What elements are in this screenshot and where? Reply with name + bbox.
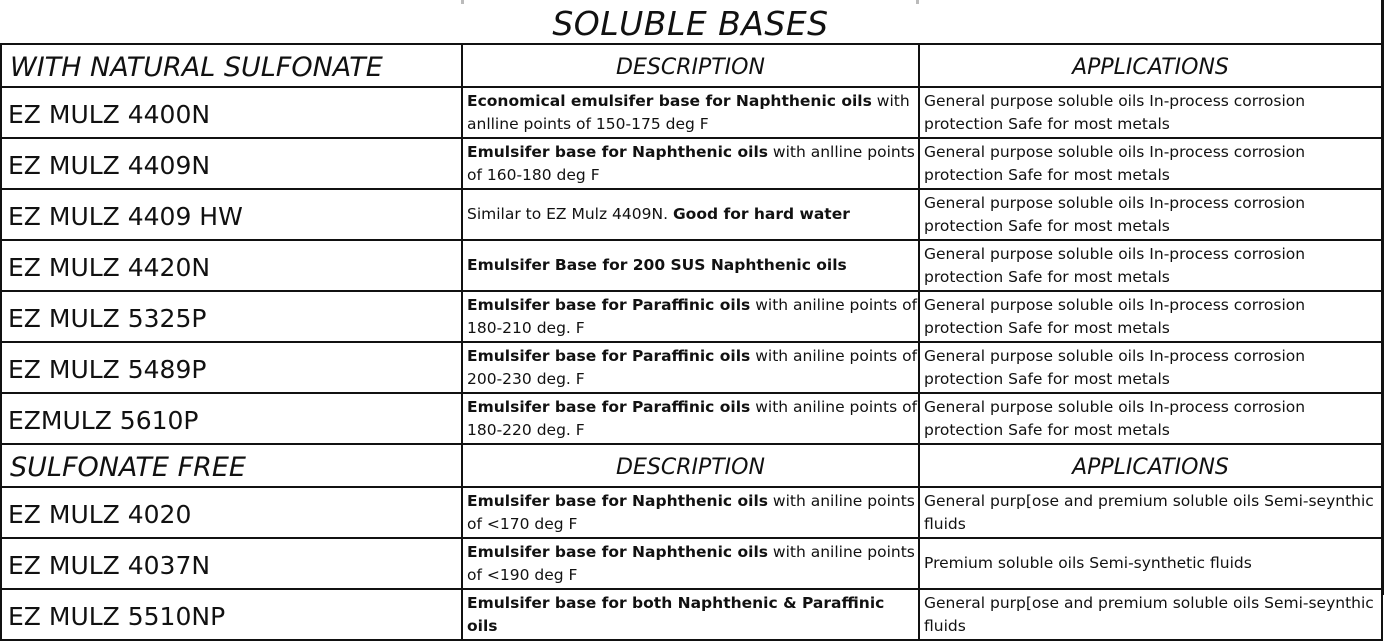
product-name: EZ MULZ 4409N <box>1 138 462 189</box>
table-row <box>1 240 1382 291</box>
product-name: EZ MULZ 4409 HW <box>1 189 462 240</box>
product-name: EZ MULZ 4420N <box>1 240 462 291</box>
product-table <box>0 43 1383 641</box>
product-applications: General purpose soluble oils In-process corrosion protection Safe for most metals <box>919 240 1382 291</box>
product-applications: General purpose soluble oils In-process corrosion protection Safe for most metals <box>919 87 1382 138</box>
product-applications: General purpose soluble oils In-process corrosion protection Safe for most metals <box>919 393 1382 444</box>
product-description: Emulsifer base for Naphthenic oils with anlline points of 160-180 deg F <box>462 138 919 189</box>
section-heading: WITH NATURAL SULFONATE <box>1 44 462 87</box>
product-description: Emulsifer base for Paraffinic oils with aniline points of 180-220 deg. F <box>462 393 919 444</box>
product-name: EZ MULZ 5489P <box>1 342 462 393</box>
product-description: Emulsifer base for Paraffinic oils with aniline points of 180-210 deg. F <box>462 291 919 342</box>
table-row <box>1 291 1382 342</box>
table-row <box>1 589 1382 640</box>
product-name: EZ MULZ 5325P <box>1 291 462 342</box>
column-header-description: DESCRIPTION <box>462 444 919 487</box>
product-description: Similar to EZ Mulz 4409N. Good for hard water <box>462 189 919 240</box>
table-row <box>1 393 1382 444</box>
product-applications: General purp[ose and premium soluble oils Semi-seynthic fluids <box>919 487 1382 538</box>
product-applications: General purpose soluble oils In-process corrosion protection Safe for most metals <box>919 291 1382 342</box>
section-heading: SULFONATE FREE <box>1 444 462 487</box>
product-description: Emulsifer base for both Naphthenic & Paraffinic oils <box>462 589 919 640</box>
product-description: Emulsifer Base for 200 SUS Naphthenic oils <box>462 240 919 291</box>
table-row <box>1 87 1382 138</box>
product-name: EZ MULZ 4400N <box>1 87 462 138</box>
product-applications: General purp[ose and premium soluble oils Semi-seynthic fluids <box>919 589 1382 640</box>
column-header-description: DESCRIPTION <box>462 44 919 87</box>
product-description: Emulsifer base for Naphthenic oils with aniline points of <190 deg F <box>462 538 919 589</box>
column-header-applications: APPLICATIONS <box>919 444 1382 487</box>
table-row <box>1 487 1382 538</box>
table-row <box>1 189 1382 240</box>
column-header-applications: APPLICATIONS <box>919 44 1382 87</box>
product-name: EZMULZ 5610P <box>1 393 462 444</box>
product-name: EZ MULZ 4020 <box>1 487 462 538</box>
table-row <box>1 538 1382 589</box>
table-row <box>1 138 1382 189</box>
page-title: SOLUBLE BASES <box>552 4 829 43</box>
section-header-row <box>1 444 1382 487</box>
product-applications: General purpose soluble oils In-process corrosion protection Safe for most metals <box>919 189 1382 240</box>
product-applications: Premium soluble oils Semi-synthetic fluids <box>919 538 1382 589</box>
table-row <box>1 342 1382 393</box>
product-description: Emulsifer base for Paraffinic oils with aniline points of 200-230 deg. F <box>462 342 919 393</box>
product-name: EZ MULZ 5510NP <box>1 589 462 640</box>
product-applications: General purpose soluble oils In-process corrosion protection Safe for most metals <box>919 342 1382 393</box>
product-applications: General purpose soluble oils In-process corrosion protection Safe for most metals <box>919 138 1382 189</box>
product-description: Economical emulsifer base for Naphthenic oils with anlline points of 150-175 deg F <box>462 87 919 138</box>
product-name: EZ MULZ 4037N <box>1 538 462 589</box>
section-header-row <box>1 44 1382 87</box>
product-description: Emulsifer base for Naphthenic oils with aniline points of <170 deg F <box>462 487 919 538</box>
